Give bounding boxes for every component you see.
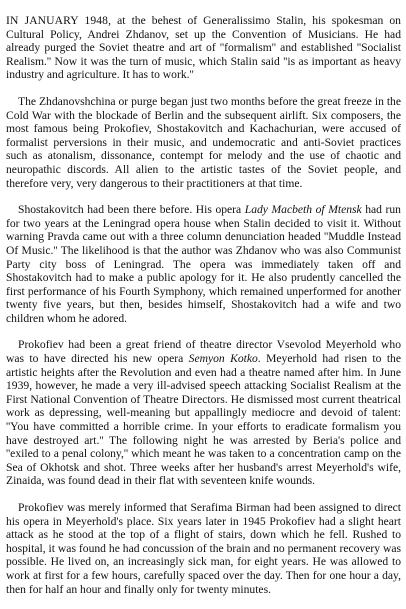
paragraph-text: The Zhdanovshchina or purge began just two months before the great freeze in the Cold War with the blockade of Berlin and the subsequent airlift. Six composers, the most famous being Prokofiev, Shostakovitch and Kachachurian, were accused of formalist perversions in their music, and undemocratic and anti-Soviet practices such as atonalism, dissonance, contempt for melody and the use of chaotic and neuropathic discords. All alien to the artistic tastes of the Soviet people, and therefore very, very dangerous to their practitioners at that time. bbox=[6, 94, 401, 190]
opera-title: Lady Macbeth of Mtensk bbox=[244, 203, 362, 217]
paragraph-lead: IN JANUARY 1948, bbox=[6, 14, 112, 27]
paragraph-3 bbox=[6, 203, 401, 325]
paragraph-2 bbox=[6, 95, 401, 190]
article-body bbox=[6, 14, 401, 609]
paragraph-text: Prokofiev had been a great friend of theatre director Vsevolod Meyerhold who was to have directed his new opera bbox=[6, 338, 401, 366]
paragraph-text: . Meyerhold had risen to the artistic heights after the Revolution and even had a theatre named after him. In June 1939, however, he made a very ill-advised speech attacking Socialist Realism at the First National Convention of Theatre Directors. He dismissed most current theatrical work as depressing, well-meaning but appallingly mediocre and devoid of talent: ''You have committed a horrible crime. In your efforts to eradicate formalism you have destroyed art.'' The following night he was arrested by Beria's police and ''exiled to a penal colony,'' which meant he was taken to a concentration camp on the Sea of Okhotsk and shot. Three weeks after her husband's arrest Meyerhold's wife, Zinaida, was found dead in their flat with seventeen knife wounds. bbox=[6, 352, 402, 488]
paragraph-4 bbox=[6, 338, 401, 488]
paragraph-text: Prokofiev was merely informed that Serafima Birman had been assigned to direct his opera in Meyerhold's place. Six years later in 1945 Prokofiev had a slight heart attack as he stood at the top of a flight of stairs, down which he fell. Rushed to hospital, it was found he had concussion of the brain and no permanent recovery was possible. He lived on, an increasingly sick man, for eight years. He was allowed to work at first for a few hours, carefully spaced over the day. Then for one hour a day, then for half an hour and finally only for twenty minutes. bbox=[6, 501, 401, 596]
paragraph-1 bbox=[6, 14, 401, 82]
paragraph-5 bbox=[6, 501, 401, 596]
paragraph-text: Shostakovitch had been there before. His opera bbox=[18, 203, 245, 217]
paragraph-text: had run for two years at the Leningrad opera house when Stalin decided to visit it. Without warning Pravda came out with a three column denunciation headed ''Muddle Instead Of Music.'' The likelihood is that the author was Zhdanov who was also Communist Party city boss of Leningrad. The opera was immediately taken off and Shostakovitch had to make a public apology for it. He also prudently cancelled the first performance of his Fourth Symphony, which remained unperformed for another twenty five years, but then, besides himself, Shostakovitch had a wife and two children whom he adored. bbox=[6, 203, 401, 325]
paragraph-text: at the behest of Generalissimo Stalin, his spokesman on Cultural Policy, Andrei Zhdanov, set up the Convention of Musicians. He had already purged the Soviet theatre and art of ''formalism'' and established ''Socialist Realism.'' Now it was the turn of music, which Stalin said ''is as important as heavy industry and agriculture. It has to work.'' bbox=[6, 14, 401, 82]
opera-title: Semyon Kotko bbox=[188, 352, 258, 366]
